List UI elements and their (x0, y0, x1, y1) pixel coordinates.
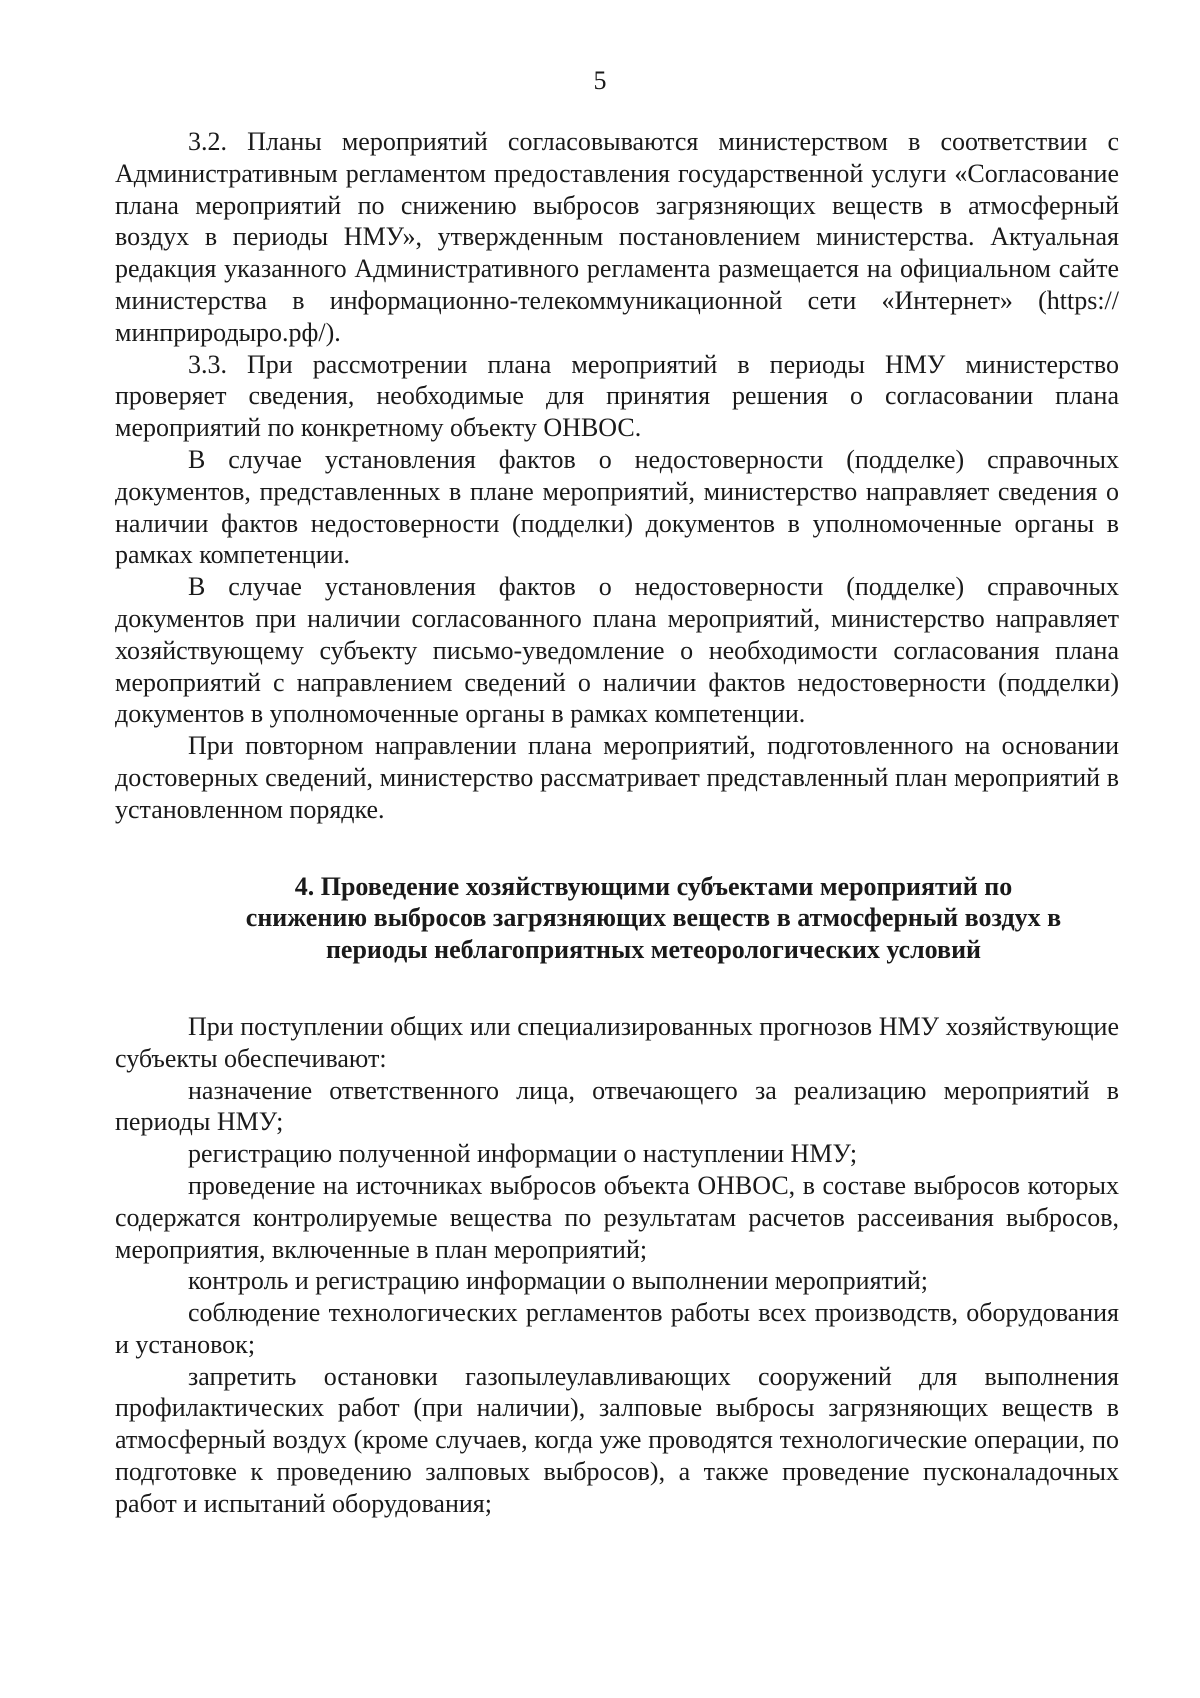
section-heading-line: периоды неблагоприятных метеорологических условий (325, 935, 982, 965)
list-item-regulations: соблюдение технологических регламентов работы всех производств, оборудования и установок; (115, 1298, 1119, 1359)
list-item-control: контроль и регистрацию информации о выполнении мероприятий; (188, 1266, 928, 1296)
paragraph-3-2: 3.2. Планы мероприятий согласовываются министерством в соответствии с Административным регламентом предоставления государственной услуги «Согласование плана мероприятий по снижению выбросов загрязняющих веществ в атмосферный воздух в периоды НМУ», утвержденным постановлением министерства. Актуальная редакция указанного Административного регламента размещается на официальном сайте министерства в информационно-телекоммуникационной сети «Интернет» (https://минприродыро.рф/). (115, 127, 1119, 347)
document-body (115, 126, 1119, 1520)
list-item-registration: регистрацию полученной информации о наступлении НМУ; (188, 1139, 858, 1169)
page-number: 5 (593, 66, 607, 95)
paragraph-forgery-approved-plan: В случае установления фактов о недостоверности (подделке) справочных документов при наличии согласованного плана мероприятий, министерство направляет хозяйствующему субъекту письмо-уведомление о необходимости согласования плана мероприятий с направлением сведений о наличии фактов недостоверности (подделки) документов в уполномоченные органы в рамках компетенции. (115, 572, 1119, 729)
list-item-prohibitions: запретить остановки газопылеулавливающих сооружений для выполнения профилактических работ (при наличии), залповые выбросы загрязняющих веществ в атмосферный воздух (кроме случаев, когда уже проводятся технологические операции, по подготовке к проведению залповых выбросов), а также проведение пусконаладочных работ и испытаний оборудования; (115, 1361, 1119, 1518)
section-heading-line: снижению выбросов загрязняющих веществ в атмосферный воздух в (245, 903, 1062, 933)
list-item-responsible-person: назначение ответственного лица, отвечающего за реализацию мероприятий в периоды НМУ; (115, 1075, 1119, 1137)
paragraph-forgery-documents: В случае установления фактов о недостоверности (подделке) справочных документов, представленных в плане мероприятий, министерство направляет сведения о наличии фактов недостоверности (подделки) документов в уполномоченные органы в рамках компетенции. (115, 444, 1119, 570)
list-item-emission-measures: проведение на источниках выбросов объекта ОНВОС, в составе выбросов которых содержатся контролируемые вещества по результатам расчетов рассеивания выбросов, мероприятия, включенные в план мероприятий; (115, 1170, 1119, 1264)
section-heading-line: 4. Проведение хозяйствующими субъектами мероприятий по (294, 871, 1013, 901)
section-4-heading (115, 871, 1119, 966)
paragraph-resubmission: При повторном направлении плана мероприятий, подготовленного на основании достоверных сведений, министерство рассматривает представленный план мероприятий в установленном порядке. (115, 731, 1119, 824)
paragraph-intro-obligations: При поступлении общих или специализированных прогнозов НМУ хозяйствующие субъекты обеспечивают: (115, 1011, 1119, 1073)
paragraph-3-3: 3.3. При рассмотрении плана мероприятий в периоды НМУ министерство проверяет сведения, необходимые для принятия решения о согласовании плана мероприятий по конкретному объекту ОНВОС. (115, 349, 1119, 443)
